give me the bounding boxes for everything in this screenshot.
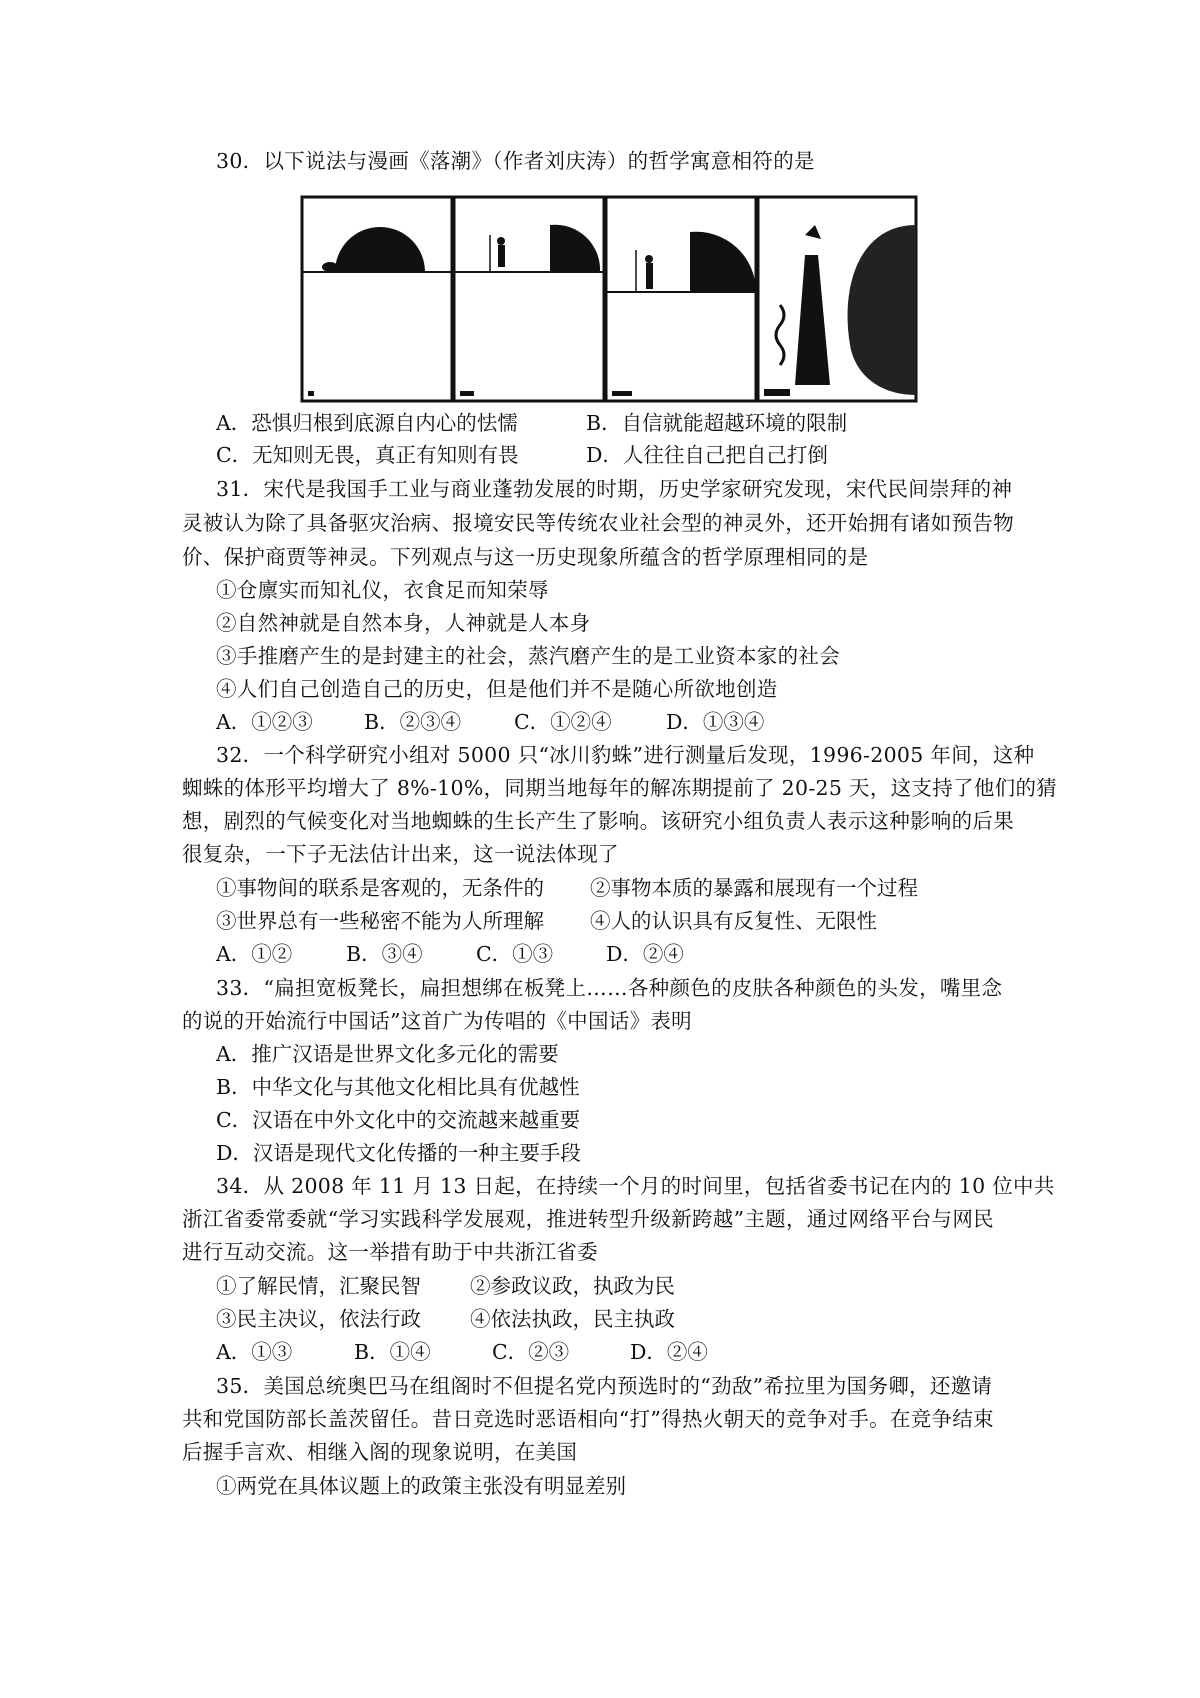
comic-panel-2 [454,197,604,401]
comic-panel-3 [606,197,756,401]
q30-option-c: C．无知则无畏，真正有知则有畏 [216,443,519,467]
q32-choice-c: C．①③ [476,942,554,966]
q35-stem-line-3: 后握手言欢、相继入阁的现象说明，在美国 [182,1440,578,1464]
q34-stem-line-1: 34．从 2008 年 11 月 13 日起，在持续一个月的时间里，包括省委书记在内的 10 位中共 [216,1174,1055,1198]
q31-item-1: ①仓廪实而知礼仪，衣食足而知荣辱 [216,578,549,602]
q34-item-3: ③民主决议，依法行政 [216,1307,421,1331]
q30-option-a: A．恐惧归根到底源自内心的怯懦 [216,411,518,435]
q31-choice-c: C．①②④ [514,710,612,734]
q32-item-3: ③世界总有一些秘密不能为人所理解 [216,909,544,933]
q32-stem-line-2: 蜘蛛的体形平均增大了 8%-10%，同期当地每年的解冻期提前了 20-25 天，这支持了他们的猜 [182,776,1058,800]
q31-item-3: ③手推磨产生的是封建主的社会，蒸汽磨产生的是工业资本家的社会 [216,644,840,668]
comic-luochao-image [300,195,920,405]
q34-item-1: ①了解民情，汇聚民智 [216,1274,421,1298]
q31-choice-d: D．①③④ [666,710,765,734]
q31-stem-line-3: 价、保护商贾等神灵。下列观点与这一历史现象所蕴含的哲学原理相同的是 [182,545,869,569]
q32-stem-line-3: 想，剧烈的气候变化对当地蜘蛛的生长产生了影响。该研究小组负责人表示这种影响的后果 [182,809,1014,833]
q34-item-4: ④依法执政，民主执政 [470,1307,675,1331]
q33-stem-line-1: 33．“扁担宽板凳长，扁担想绑在板凳上……各种颜色的皮肤各种颜色的头发，嘴里念 [216,976,1003,1000]
q34-choice-a: A．①③ [216,1340,293,1364]
q31-choice-b: B．②③④ [364,710,462,734]
q30-option-d: D．人往往自己把自己打倒 [586,443,828,467]
q34-choice-c: C．②③ [492,1340,570,1364]
q31-choice-a: A．①②③ [216,710,313,734]
q32-stem-line-1: 32．一个科学研究小组对 5000 只“冰川豹蛛”进行测量后发现，1996-2005 年间，这种 [216,743,1035,767]
q33-option-c: C．汉语在中外文化中的交流越来越重要 [216,1108,581,1132]
q30-stem: 30．以下说法与漫画《落潮》（作者刘庆涛）的哲学寓意相符的是 [216,149,815,173]
q33-option-b: B．中华文化与其他文化相比具有优越性 [216,1075,580,1099]
q32-item-1: ①事物间的联系是客观的，无条件的 [216,876,544,900]
q30-option-b: B．自信就能超越环境的限制 [586,411,848,435]
q32-choice-a: A．①② [216,942,293,966]
q35-stem-line-1: 35．美国总统奥巴马在组阁时不但提名党内预选时的“劲敌”希拉里为国务卿，还邀请 [216,1374,993,1398]
q32-item-2: ②事物本质的暴露和展现有一个过程 [590,876,918,900]
comic-panel-4 [758,197,916,401]
q33-option-d: D．汉语是现代文化传播的一种主要手段 [216,1141,581,1165]
q34-choice-b: B．①④ [354,1340,431,1364]
q34-item-2: ②参政议政，执政为民 [470,1274,675,1298]
q33-stem-line-2: 的说的开始流行中国话”这首广为传唱的《中国话》表明 [182,1009,692,1033]
q35-stem-line-2: 共和党国防部长盖茨留任。昔日竞选时恶语相向“打”得热火朝天的竞争对手。在竞争结束 [182,1407,994,1431]
comic-panel-1 [302,197,452,401]
q32-item-4: ④人的认识具有反复性、无限性 [590,909,877,933]
q31-item-2: ②自然神就是自然本身，人神就是人本身 [216,611,591,635]
q32-choice-b: B．③④ [346,942,423,966]
q34-choice-d: D．②④ [630,1340,708,1364]
q32-stem-line-4: 很复杂，一下子无法估计出来，这一说法体现了 [182,842,619,866]
q32-choice-d: D．②④ [606,942,684,966]
q31-stem-line-2: 灵被认为除了具备驱灾治病、报境安民等传统农业社会型的神灵外，还开始拥有诸如预告物 [182,511,1014,535]
q31-stem-line-1: 31．宋代是我国手工业与商业蓬勃发展的时期，历史学家研究发现，宋代民间崇拜的神 [216,477,1013,501]
q34-stem-line-3: 进行互动交流。这一举措有助于中共浙江省委 [182,1240,598,1264]
q33-option-a: A．推广汉语是世界文化多元化的需要 [216,1042,559,1066]
q35-item-1: ①两党在具体议题上的政策主张没有明显差别 [216,1474,626,1498]
q34-stem-line-2: 浙江省委常委就“学习实践科学发展观，推进转型升级新跨越”主题，通过网络平台与网民 [182,1207,994,1231]
q31-item-4: ④人们自己创造自己的历史，但是他们并不是随心所欲地创造 [216,677,778,701]
